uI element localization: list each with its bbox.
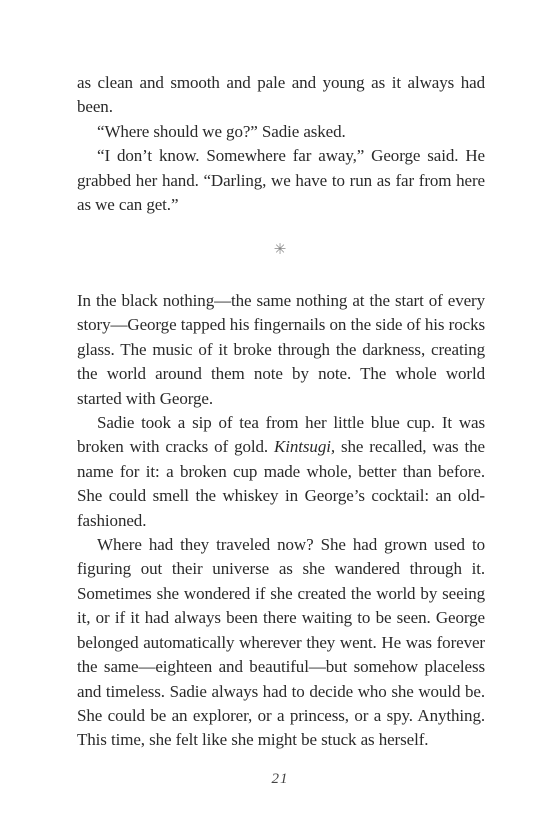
page-number: 21 [271, 771, 289, 787]
bottom-text-block [77, 289, 485, 753]
paragraph-dialogue-george: “I don’t know. Somewhere far away,” George said. He grabbed her hand. “Darling, we have to run as far from here as we can get.” [77, 146, 485, 215]
paragraph-tea-cup-end: she recalled, was the name for it: a broken cup made whole, better than before. She could smell the whiskey in George’s cocktail: an old-fashioned. [77, 437, 485, 530]
top-text-block [77, 71, 485, 217]
paragraph-black-nothing: In the black nothing—the same nothing at the start of every story—George tapped his fingernails on the side of his rocks glass. The music of it broke through the darkness, creating the world around them note by note. The whole world started with George. [77, 291, 485, 408]
paragraph-continuation: as clean and smooth and pale and young as it always had been. [77, 73, 485, 117]
paragraph-tea-cup-start: Sadie took a sip of tea from her little blue cup. It was broken with cracks of gold. [77, 413, 485, 457]
paragraph-dialogue-sadie: “Where should we go?” Sadie asked. [97, 121, 346, 141]
paragraph-tea-cup [77, 411, 485, 533]
section-divider-icon: ✳ [273, 242, 287, 258]
kintsugi-term: Kintsugi, [274, 437, 336, 457]
paragraph-universe: Where had they traveled now? She had grown used to figuring out their universe as she wandered through it. Sometimes she wondered if she created the world by seeing it, or if it had always been there waiting to be seen. George belonged automatically wherever they went. He was forever the same—eighteen and beautiful—but somehow placeless and timeless. Sadie always had to decide who she would be. She could be an explorer, or a princess, or a spy. Anything. This time, she felt like she might be stuck as herself. [77, 535, 485, 750]
